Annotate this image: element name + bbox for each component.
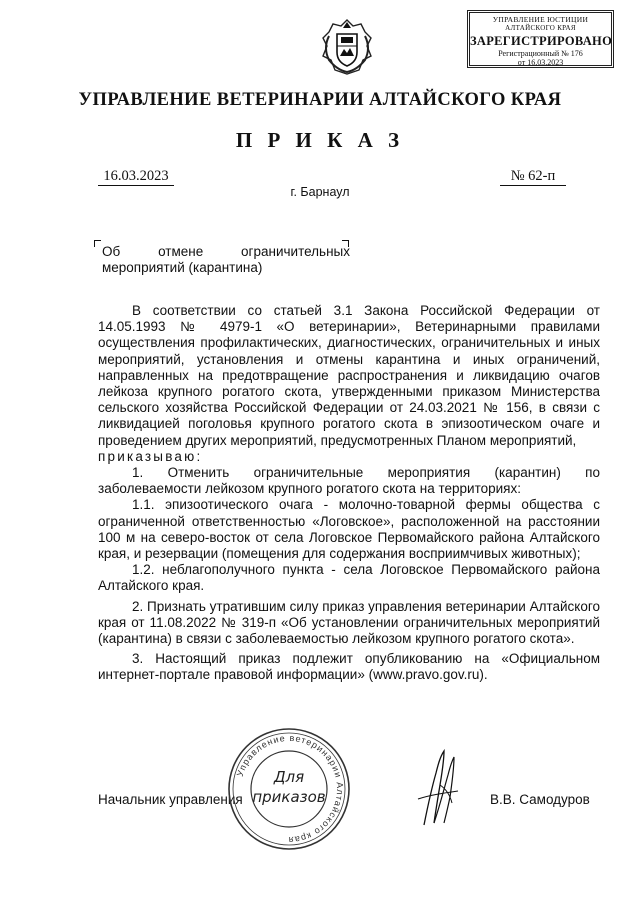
- order-number: № 62-п: [500, 168, 566, 186]
- clause-3: 3. Настоящий приказ подлежит опубликованию на «Официальном интернет-портале правовой информации» (www.pravo.gov.ru).: [98, 651, 600, 683]
- city-label: г. Барнаул: [290, 185, 350, 199]
- subject-line-2: мероприятий (карантина): [102, 260, 263, 275]
- stamp-authority-line1: УПРАВЛЕНИЕ ЮСТИЦИИ: [492, 15, 589, 24]
- stamp-authority-line2: АЛТАЙСКОГО КРАЯ: [505, 24, 576, 32]
- subject-corner-left: [94, 240, 101, 247]
- signatory-position: Начальник управления: [98, 792, 243, 807]
- document-type-title: П Р И К А З: [235, 128, 405, 152]
- order-word: приказываю:: [98, 448, 203, 464]
- round-seal-stamp: [226, 726, 352, 852]
- clause-1-1: 1.1. эпизоотического очага - молочно-товарной фермы общества с ограниченной ответственностью «Логовское», расположенной на расстоянии 100 м на северо-восток от села Логовское Первомайского района Алтайского края, и резервации (помещения для содержания восприимчивых животных);: [98, 497, 600, 562]
- subject-line-1: [102, 244, 350, 260]
- subject-word: ограничительных: [241, 244, 350, 259]
- order-date: 16.03.2023: [98, 168, 174, 186]
- coat-of-arms-emblem: [319, 16, 375, 78]
- signatory-name: В.В. Самодуров: [490, 792, 590, 807]
- clause-1-2: 1.2. неблагополучного пункта - села Логовское Первомайского района Алтайского края.: [98, 562, 600, 594]
- clause-1: 1. Отменить ограничительные мероприятия (карантин) по заболеваемости лейкозом крупного рогатого скота на территориях:: [98, 465, 600, 497]
- seal-center-line2: приказов: [252, 788, 326, 806]
- subject-word: отмене: [158, 244, 204, 259]
- registration-stamp: [467, 10, 614, 68]
- subject-word: Об: [102, 244, 121, 259]
- stamp-registered-label: ЗАРЕГИСТРИРОВАНО: [470, 34, 613, 48]
- order-subject: [102, 244, 350, 276]
- preamble-paragraph: В соответствии со статьей 3.1 Закона Российской Федерации от 14.05.1993 № 4979-1 «О ветеринарии», Ветеринарными правилами осуществления профилактических, диагностических, ограничительных и иных мероприятий, установления и отмены карантина и иных ограничений, направленных на предотвращение распространения и ликвидацию очагов лейкоза крупного рогатого скота, утвержденными приказом Министерства сельского хозяйства Российской Федерации от 24.03.2021 № 156, в связи с ликвидацией поголовья крупного рогатого скота в эпизоотическом очаге и проведением других мероприятий, предусмотренных Планом мероприятий,: [98, 303, 600, 448]
- seal-center-line1: Для: [273, 768, 305, 786]
- seal-ring-text: Управление ветеринарии Алтайского края: [234, 732, 346, 846]
- stamp-registration-date: от 16.03.2023: [517, 58, 564, 67]
- handwritten-signature: [410, 745, 470, 830]
- stamp-registration-number: Регистрационный № 176: [498, 49, 583, 58]
- agency-title: УПРАВЛЕНИЕ ВЕТЕРИНАРИИ АЛТАЙСКОГО КРАЯ: [78, 90, 562, 110]
- order-body: [98, 303, 600, 684]
- clause-2: 2. Признать утратившим силу приказ управления ветеринарии Алтайского края от 11.08.2022 № 319-п «Об установлении ограничительных мероприятий (карантина) в связи с заболеваемостью лейкозом крупного рогатого скота».: [98, 598, 600, 647]
